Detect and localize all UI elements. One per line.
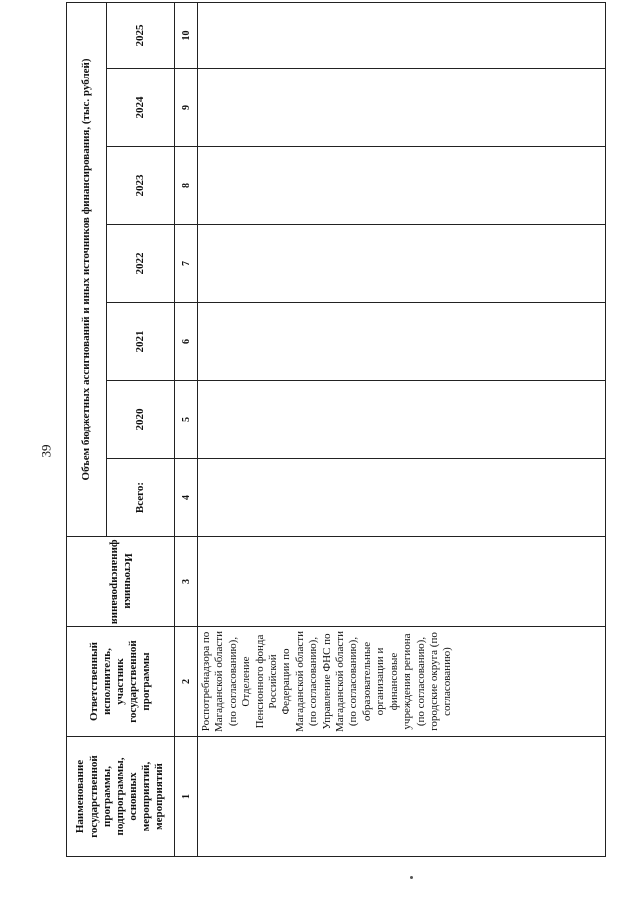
row-2023 xyxy=(198,147,606,225)
col-num-10: 10 xyxy=(175,2,198,68)
col-num-4: 4 xyxy=(175,459,198,537)
row-total xyxy=(198,459,606,537)
budget-table xyxy=(66,2,606,857)
col-num-6: 6 xyxy=(175,303,198,381)
page-number: 39 xyxy=(38,444,54,458)
header-total: Всего: xyxy=(107,459,175,537)
header-2025: 2025 xyxy=(107,2,175,68)
header-2020: 2020 xyxy=(107,381,175,459)
col-num-1: 1 xyxy=(175,737,198,857)
table-row xyxy=(198,2,606,856)
header-2023: 2023 xyxy=(107,147,175,225)
header-2024: 2024 xyxy=(107,69,175,147)
row-2021 xyxy=(198,303,606,381)
scan-speck xyxy=(410,876,413,879)
row-2020 xyxy=(198,381,606,459)
header-2022: 2022 xyxy=(107,225,175,303)
row-name xyxy=(198,737,606,857)
header-source: Источники финансирования xyxy=(67,537,175,627)
row-2024 xyxy=(198,69,606,147)
header-name: Наименование государственной программы, подпрограммы, основных мероприятий, мероприятий xyxy=(67,737,175,857)
row-2025 xyxy=(198,2,606,68)
col-num-3: 3 xyxy=(175,537,198,627)
col-num-5: 5 xyxy=(175,381,198,459)
header-executor: Ответственный исполнитель, участник государственной программы xyxy=(67,627,175,737)
col-num-7: 7 xyxy=(175,225,198,303)
col-num-9: 9 xyxy=(175,69,198,147)
column-number-row xyxy=(175,2,198,856)
budget-table-rotated xyxy=(66,24,606,857)
header-volume: Объем бюджетных ассигнований и иных источников финансирования, (тыс. рублей) xyxy=(67,2,107,536)
row-2022 xyxy=(198,225,606,303)
col-num-8: 8 xyxy=(175,147,198,225)
header-2021: 2021 xyxy=(107,303,175,381)
row-executor: Роспотребнадзора по Магаданской области (по согласованию), Отделение Пенсионного фонда Российской Федерации по Магаданской области (по согласованию), Управление ФНС по Магаданской области (по согласованию), образовательные организации и финансовые учреждения региона (по согласованию), городские округа (по согласованию) xyxy=(198,627,606,737)
col-num-2: 2 xyxy=(175,627,198,737)
row-source xyxy=(198,537,606,627)
